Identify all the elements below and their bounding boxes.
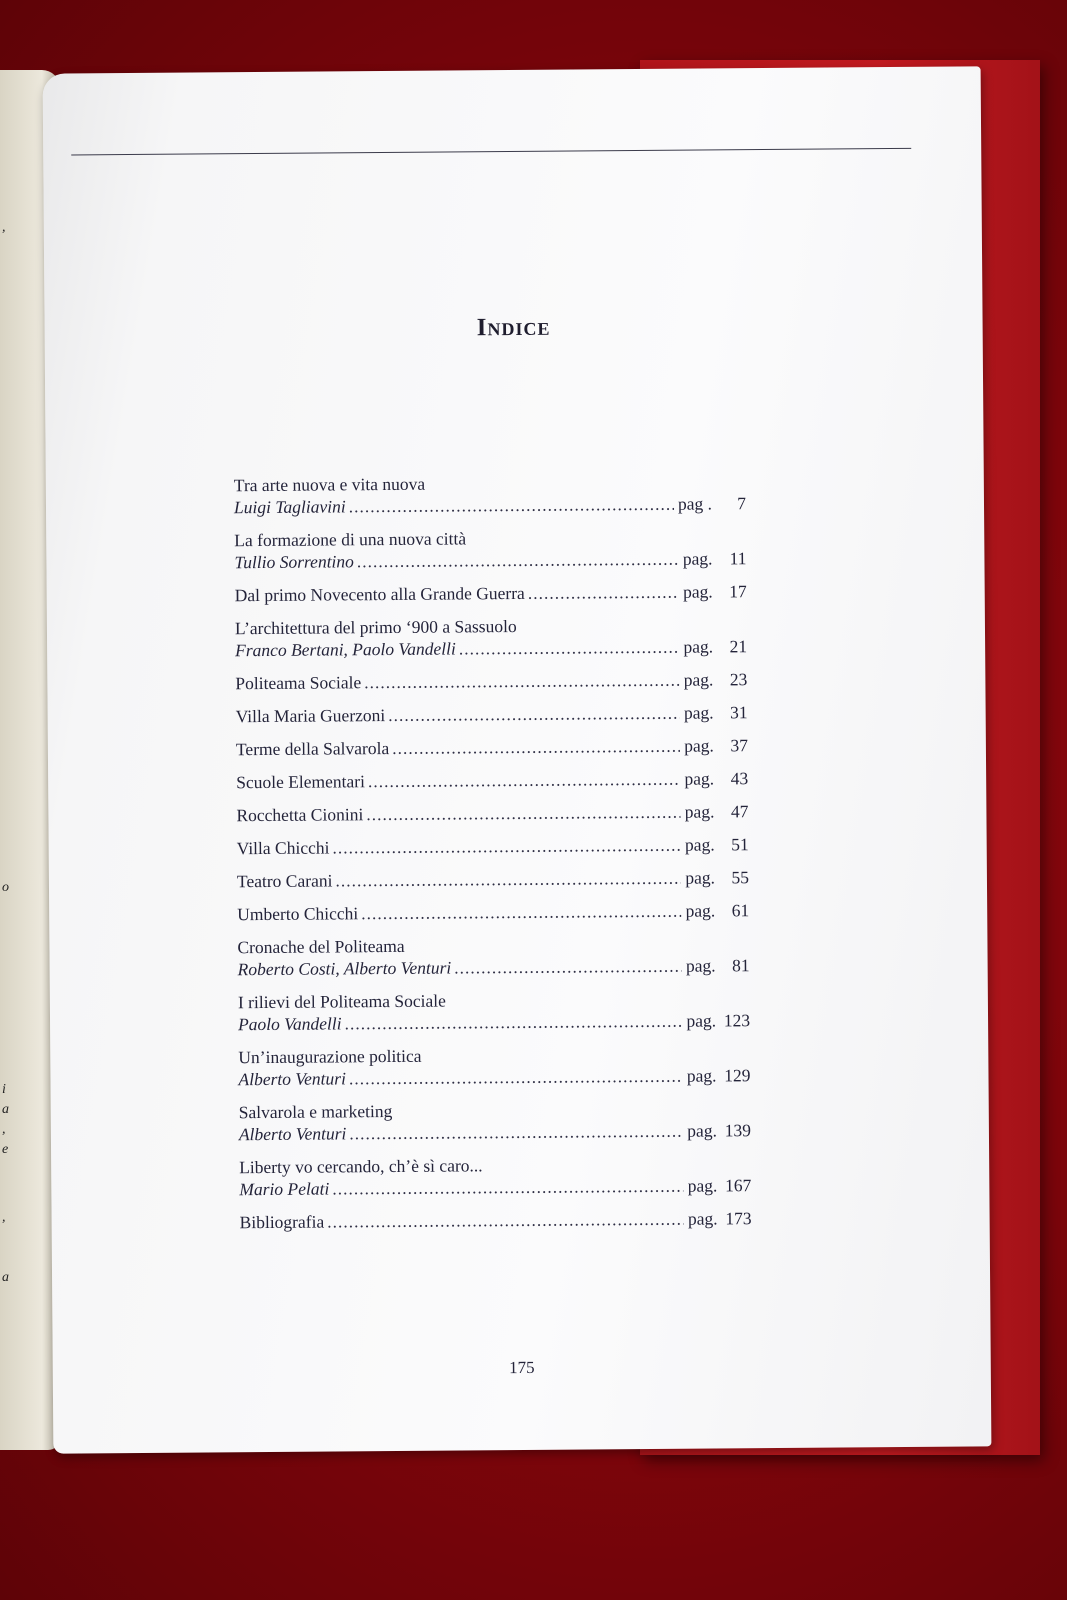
dot-leader	[349, 1120, 683, 1145]
toc-entry-title: Liberty vo cercando, ch’è sì caro...	[239, 1155, 483, 1178]
dot-leader	[459, 636, 680, 660]
toc-entry-row	[240, 1207, 752, 1233]
toc-page-number: 7	[737, 493, 747, 514]
toc-entry	[240, 1207, 752, 1233]
toc-page-number: 11	[729, 548, 747, 569]
toc-entry	[234, 470, 746, 518]
toc-entry-author: Tullio Sorrentino	[234, 551, 354, 573]
toc-page-number: 139	[724, 1120, 751, 1141]
pag-label: pag.	[686, 1010, 717, 1031]
dot-leader	[345, 1010, 683, 1035]
toc-entry-title: Un’inaugurazione politica	[238, 1045, 422, 1068]
toc-entry-row	[238, 954, 750, 980]
pag-label: pag.	[683, 669, 714, 690]
toc-entry-row	[235, 668, 747, 694]
toc-page-number: 47	[730, 801, 749, 822]
dot-leader	[368, 768, 681, 792]
toc-entry	[236, 800, 748, 826]
page-title: Indice	[476, 313, 551, 342]
pag-label: pag.	[685, 955, 716, 976]
toc-entry-row	[238, 1009, 750, 1035]
book-page	[43, 66, 992, 1453]
left-page-fragment: e	[2, 1142, 9, 1157]
toc-entry-row	[234, 547, 746, 573]
toc-entry-title: Rocchetta Cionini	[236, 804, 364, 826]
toc-page-number: 43	[730, 768, 749, 789]
toc-entry	[234, 525, 746, 573]
toc-entry	[239, 1097, 751, 1145]
toc-entry-author: Luigi Tagliavini	[233, 496, 346, 518]
toc-entry-title: Cronache del Politeama	[237, 935, 405, 958]
dot-leader	[366, 801, 681, 825]
toc-page-ref	[688, 1207, 752, 1229]
toc-page-ref	[683, 547, 747, 569]
toc-page-ref	[683, 635, 747, 657]
left-page-fragment: i	[2, 1082, 6, 1097]
toc-entry	[237, 833, 749, 859]
toc-page-number: 51	[731, 834, 749, 855]
toc-page-number: 61	[731, 900, 750, 921]
toc-entry-author: Mario Pelati	[239, 1178, 330, 1200]
toc-entry-row	[236, 800, 748, 826]
toc-entry-title: Dal primo Novecento alla Grande Guerra	[234, 582, 525, 606]
toc-entry	[235, 613, 747, 661]
dot-leader	[332, 1175, 684, 1200]
dot-leader	[364, 669, 680, 693]
toc-entry-title: Terme della Salvarola	[235, 738, 390, 760]
pag-label: pag.	[687, 1175, 718, 1196]
toc-entry	[236, 767, 748, 793]
dot-leader	[392, 735, 680, 759]
toc-page-number: 123	[723, 1010, 751, 1031]
toc-entry-title: Salvarola e marketing	[238, 1100, 393, 1123]
toc-entry-row	[235, 635, 747, 661]
pag-label: pag .	[677, 493, 713, 514]
toc-entry-row	[239, 1174, 751, 1200]
toc-entry	[239, 1152, 751, 1200]
toc-entry-title: Villa Maria Guerzoni	[235, 705, 386, 727]
left-page-fragment: o	[2, 880, 9, 895]
left-page-fragment: a	[2, 1102, 9, 1117]
dot-leader	[332, 834, 681, 859]
pag-label: pag.	[687, 1208, 718, 1229]
toc-entry	[237, 866, 749, 892]
page-number: 175	[508, 1357, 535, 1378]
toc-entry-author: Roberto Costi, Alberto Venturi	[237, 957, 452, 980]
toc-page-number: 167	[725, 1175, 752, 1196]
toc-page-ref	[685, 899, 749, 921]
dot-leader	[349, 1065, 683, 1090]
toc-page-ref	[678, 492, 746, 515]
toc-page-ref	[685, 833, 749, 855]
left-page-fragment: ,	[2, 1122, 6, 1137]
toc-entry-row	[237, 899, 749, 925]
toc-entry-title: L’architettura del primo ‘900 a Sassuolo	[234, 615, 517, 639]
toc-entry-title: Tra arte nuova e vita nuova	[233, 473, 426, 496]
toc-page-number: 37	[730, 735, 748, 756]
dot-leader	[361, 900, 681, 925]
dot-leader	[327, 1208, 684, 1233]
toc-entry	[236, 734, 748, 760]
toc-page-number: 23	[729, 669, 748, 690]
toc-page-number: 31	[730, 702, 748, 723]
left-page-fragment: ,	[2, 1210, 6, 1225]
toc-page-ref	[683, 580, 747, 602]
toc-entry-title: I rilievi del Politeama Sociale	[237, 990, 446, 1013]
toc-entry-row	[234, 492, 746, 518]
toc-page-number: 17	[729, 581, 747, 602]
pag-label: pag.	[683, 636, 714, 657]
pag-label: pag.	[684, 834, 715, 855]
toc-page-number: 21	[729, 636, 748, 657]
toc-page-ref	[687, 1119, 751, 1141]
toc-entry	[235, 580, 747, 606]
toc-entry	[238, 1042, 750, 1090]
toc-entry-row	[237, 866, 749, 892]
dot-leader	[357, 548, 679, 573]
left-page-fragment: ,	[2, 220, 6, 235]
toc-entry-row	[239, 1119, 751, 1145]
toc-entry	[237, 899, 749, 925]
toc-page-number: 129	[724, 1065, 751, 1086]
table-of-contents	[234, 470, 752, 1244]
toc-entry-row	[238, 1064, 750, 1090]
toc-page-ref	[685, 800, 749, 822]
dot-leader	[388, 702, 680, 726]
pag-label: pag.	[684, 768, 715, 789]
dot-leader	[528, 581, 679, 604]
pag-label: pag.	[684, 801, 715, 822]
toc-entry	[235, 668, 747, 694]
dot-leader	[335, 867, 681, 892]
pag-label: pag.	[684, 735, 714, 756]
toc-page-ref	[687, 1064, 751, 1086]
toc-entry-row	[236, 767, 748, 793]
pag-label: pag.	[685, 867, 716, 888]
pag-label: pag.	[682, 581, 713, 602]
pag-label: pag.	[682, 548, 713, 569]
toc-entry-title: Bibliografia	[239, 1211, 325, 1233]
toc-page-ref	[688, 1174, 752, 1196]
toc-entry-row	[237, 833, 749, 859]
toc-entry-author: Franco Bertani, Paolo Vandelli	[235, 638, 456, 661]
toc-page-ref	[685, 866, 749, 888]
toc-page-ref	[684, 701, 748, 723]
toc-entry-row	[235, 580, 747, 606]
toc-page-ref	[684, 734, 748, 756]
left-page-fragment: a	[2, 1270, 9, 1285]
toc-page-ref	[684, 668, 748, 690]
toc-page-ref	[686, 1009, 750, 1031]
toc-page-number: 173	[725, 1208, 752, 1229]
toc-entry-title: Politeama Sociale	[235, 672, 362, 694]
header-rule	[71, 148, 911, 156]
toc-entry-title: La formazione di una nuova città	[234, 528, 467, 551]
dot-leader	[454, 955, 682, 979]
toc-entry-title: Teatro Carani	[236, 870, 333, 892]
toc-page-ref	[684, 767, 748, 789]
toc-page-ref	[686, 954, 750, 976]
toc-entry	[237, 932, 749, 980]
toc-entry	[238, 987, 750, 1035]
pag-label: pag.	[687, 1120, 717, 1141]
toc-entry-row	[236, 701, 748, 727]
toc-page-number: 55	[731, 867, 750, 888]
pag-label: pag.	[686, 1065, 717, 1086]
pag-label: pag.	[683, 702, 714, 723]
toc-entry-author: Paolo Vandelli	[237, 1013, 342, 1035]
toc-entry-author: Alberto Venturi	[238, 1068, 346, 1090]
toc-entry-row	[236, 734, 748, 760]
toc-entry-title: Umberto Chicchi	[237, 903, 359, 925]
toc-page-number: 81	[732, 955, 750, 976]
toc-entry	[236, 701, 748, 727]
toc-entry-title: Villa Chicchi	[236, 837, 330, 859]
toc-entry-title: Scuole Elementari	[236, 771, 366, 793]
pag-label: pag.	[685, 900, 716, 921]
dot-leader	[349, 493, 674, 518]
toc-entry-author: Alberto Venturi	[238, 1123, 347, 1145]
